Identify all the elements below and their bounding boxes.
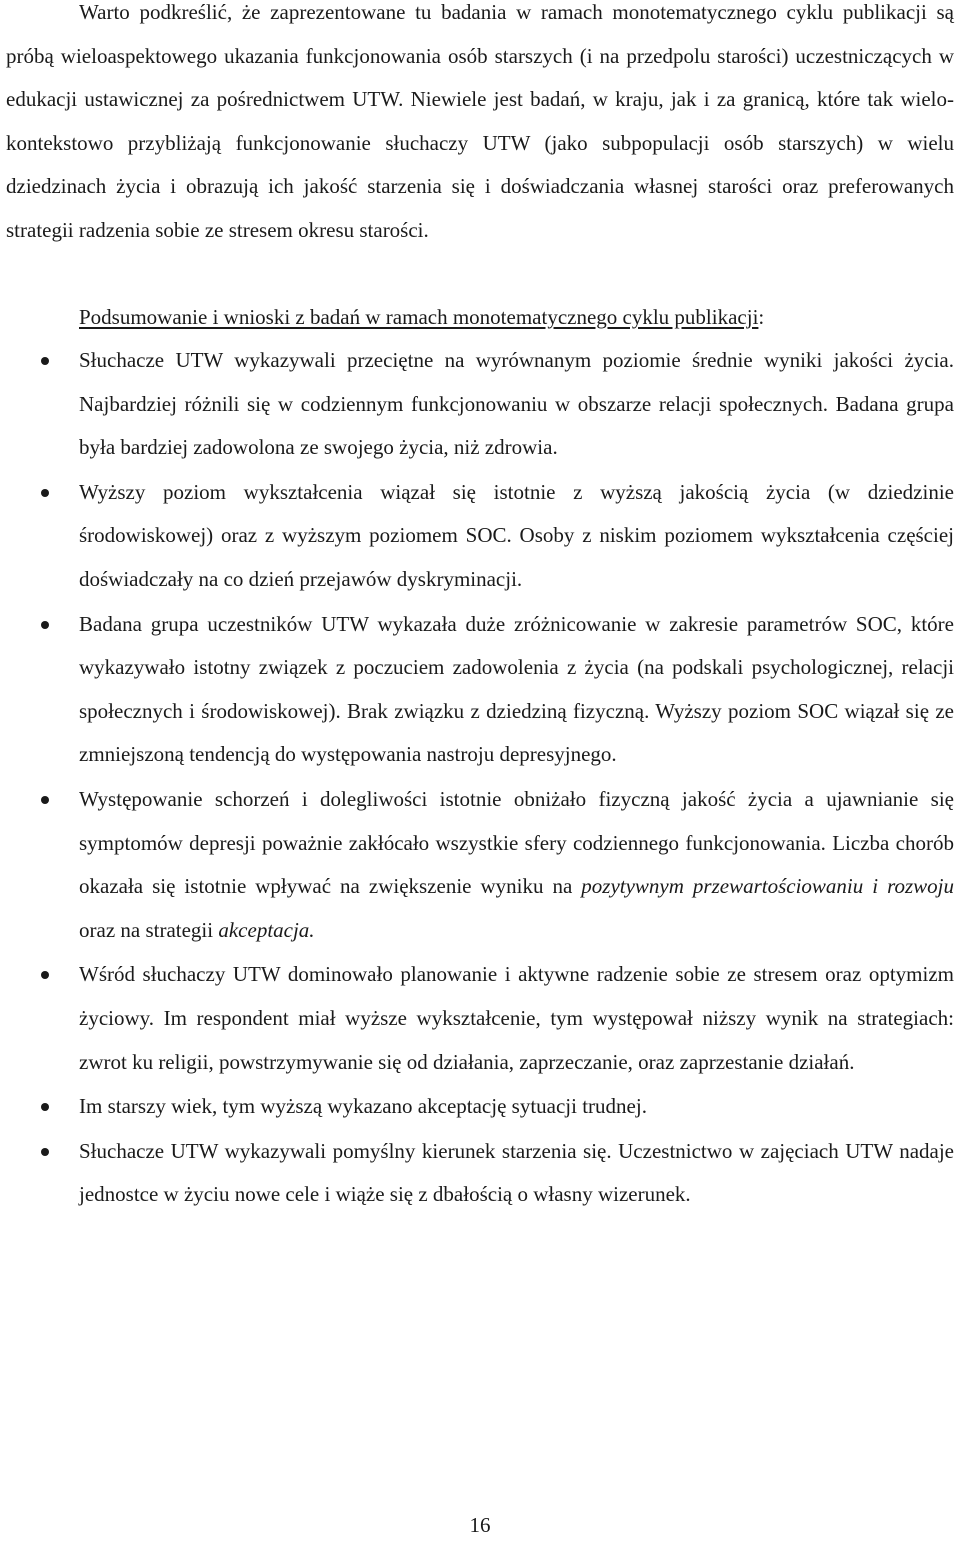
finding-item bbox=[79, 603, 954, 777]
page-number: 16 bbox=[469, 1513, 491, 1537]
bullet-dot-icon bbox=[41, 357, 49, 365]
bullet-dot-icon bbox=[41, 796, 49, 804]
finding-text: Słuchacze UTW wykazywali pomyślny kierunek starzenia się. Uczestnictwo w zajęciach UTW nadaje jednostce w życiu nowe cele i wiąże się z dbałością o własny wizerunek. bbox=[79, 1138, 954, 1207]
summary-heading-text: Podsumowanie i wnioski z badań w ramach monotematycznego cyklu publikacji bbox=[79, 305, 759, 329]
finding-item bbox=[79, 1085, 954, 1129]
bullet-dot-icon bbox=[41, 971, 49, 979]
bullet-dot-icon bbox=[41, 621, 49, 629]
finding-text: Wyższy poziom wykształcenia wiązał się istotnie z wyższą jakością życia (w dziedzinie środowiskowej) oraz z wyższym poziomem SOC. Osoby z niskim poziomem wykształcenia częściej doświadczały na co dzień przejawów dyskryminacji. bbox=[79, 479, 954, 591]
finding-italic-term: akceptacja. bbox=[218, 917, 315, 942]
bullet-dot-icon bbox=[41, 489, 49, 497]
finding-item bbox=[79, 471, 954, 602]
bullet-dot-icon bbox=[41, 1103, 49, 1111]
finding-item bbox=[79, 953, 954, 1084]
finding-text: Badana grupa uczestników UTW wykazała duże zróżnicowanie w zakresie parametrów SOC, które wykazywało istotny związek z poczuciem zadowolenia z życia (na podskali psychologicznej, relacji społecznych i środowiskowej). Brak związku z dziedziną fizyczną. Wyższy poziom SOC wiązał się ze zmniejszoną tendencją do występowania nastroju depresyjnego. bbox=[79, 611, 954, 767]
intro-paragraph: Warto podkreślić, że zaprezentowane tu badania w ramach monotematycznego cyklu publikacji są próbą wieloaspektowego ukazania funkcjonowania osób starszych (i na przedpolu starości) uczestniczących w edukacji ustawicznej za pośrednictwem UTW. Niewiele jest badań, w kraju, jak i za granicą, które tak wielo-kontekstowo przybliżają funkcjonowanie słuchaczy UTW (jako subpopulacji osób starszych) w wielu dziedzinach życia i obrazują ich jakość starzenia się i doświadczania własnej starości oraz preferowanych strategii radzenia sobie ze stresem okresu starości. bbox=[6, 0, 954, 242]
finding-text: oraz na strategii bbox=[79, 917, 219, 942]
finding-text: Im starszy wiek, tym wyższą wykazano akceptację sytuacji trudnej. bbox=[79, 1094, 647, 1119]
bullet-dot-icon bbox=[41, 1148, 49, 1156]
summary-heading bbox=[79, 296, 764, 340]
finding-text: Występowanie schorzeń i dolegliwości istotnie obniżało fizyczną jakość życia a ujawnianie się symptomów depresji poważnie zakłócało wszystkie sfery codziennego funkcjonowania. Liczba chorób okazała się istotnie wpływać na zwiększenie wyniku na bbox=[79, 786, 954, 899]
finding-item bbox=[79, 778, 954, 952]
summary-heading-colon: : bbox=[758, 305, 765, 329]
finding-item bbox=[79, 1130, 954, 1217]
findings-list bbox=[79, 339, 954, 1217]
finding-italic-term: pozytywnym przewartościowaniu i rozwoju bbox=[581, 874, 954, 899]
finding-text: Słuchacze UTW wykazywali przeciętne na wyrównanym poziomie średnie wyniki jakości życia. Najbardziej różnili się w codziennym funkcjonowaniu w obszarze relacji społecznych. Badana grupa była bardziej zadowolona ze swojego życia, niż zdrowia. bbox=[79, 348, 954, 460]
finding-item bbox=[79, 339, 954, 470]
finding-text: Wśród słuchaczy UTW dominowało planowanie i aktywne radzenie sobie ze stresem oraz optymizm życiowy. Im respondent miał wyższe wykształcenie, tym występował niższy wynik na strategiach: zwrot ku religii, powstrzymywanie się od działania, zaprzeczanie, oraz zaprzestanie działań. bbox=[79, 962, 954, 1074]
